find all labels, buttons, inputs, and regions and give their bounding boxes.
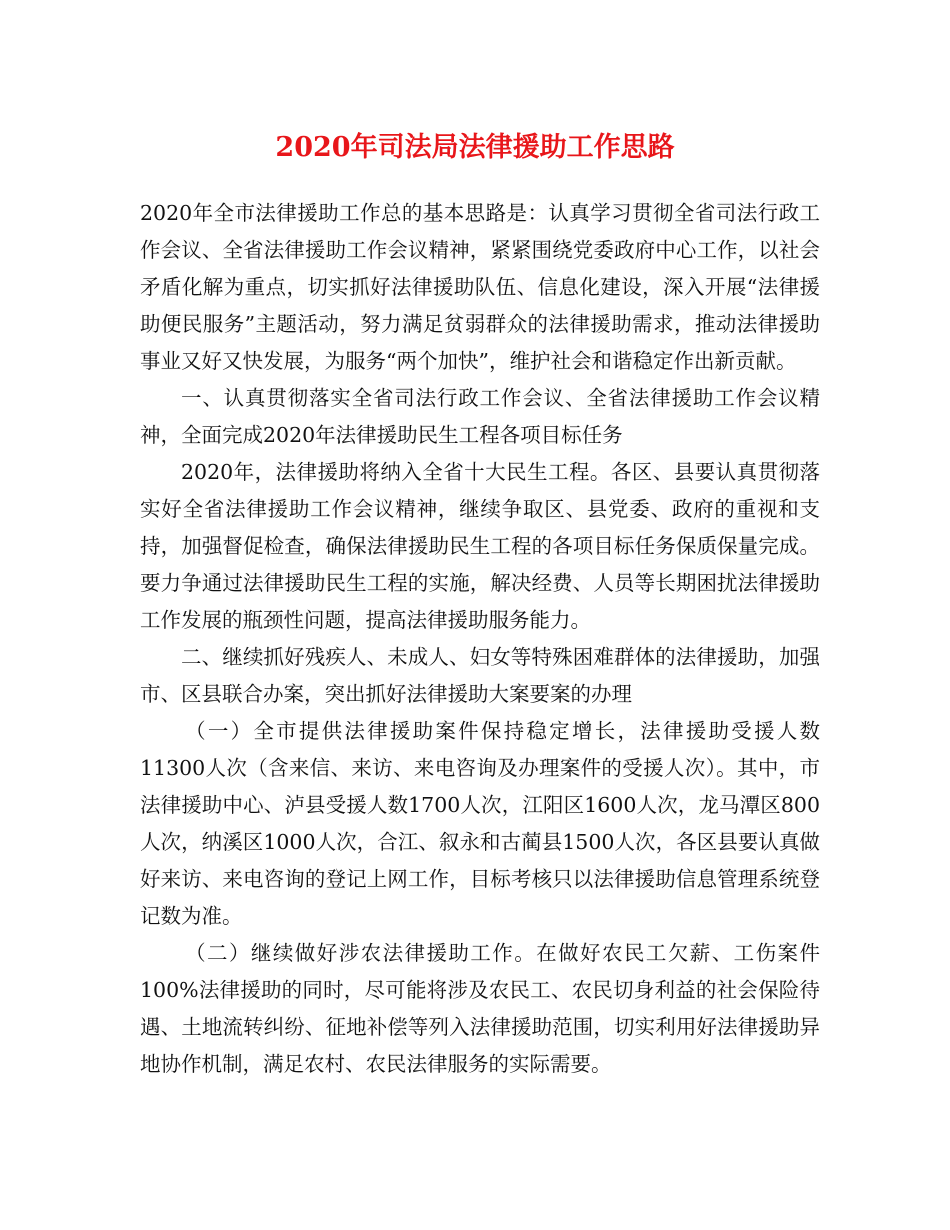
document-body: [140, 195, 820, 1083]
paragraph-item-2: （二）继续做好涉农法律援助工作。在做好农民工欠薪、工伤案件100%法律援助的同时，尽可能将涉及农民工、农民切身利益的社会保险待遇、土地流转纠纷、征地补偿等列入法律援助范围，切实利用好法律援助异地协作机制，满足农村、农民法律服务的实际需要。: [140, 941, 820, 1076]
paragraph-section-1-body: 2020年，法律援助将纳入全省十大民生工程。各区、县要认真贯彻落实好全省法律援助工作会议精神，继续争取区、县党委、政府的重视和支持，加强督促检查，确保法律援助民生工程的各项目标任务保质保量完成。要力争通过法律援助民生工程的实施，解决经费、人员等长期困扰法律援助工作发展的瓶颈性问题，提高法律援助服务能力。: [140, 460, 820, 632]
paragraph-section-1-heading: 一、认真贯彻落实全省司法行政工作会议、全省法律援助工作会议精神，全面完成2020年法律援助民生工程各项目标任务: [140, 386, 820, 447]
paragraph-intro: 2020年全市法律援助工作总的基本思路是：认真学习贯彻全省司法行政工作会议、全省法律援助工作会议精神，紧紧围绕党委政府中心工作，以社会矛盾化解为重点，切实抓好法律援助队伍、信息化建设，深入开展“法律援助便民服务”主题活动，努力满足贫弱群众的法律援助需求，推动法律援助事业又好又快发展，为服务“两个加快”，维护社会和谐稳定作出新贡献。: [140, 201, 820, 373]
document-title: 2020年司法局法律援助工作思路: [275, 132, 675, 163]
paragraph-item-1: （一）全市提供法律援助案件保持稳定增长，法律援助受援人数11300人次（含来信、来访、来电咨询及办理案件的受援人次）。其中，市法律援助中心、泸县受援人数1700人次，江阳区1600人次，龙马潭区800人次，纳溪区1000人次，合江、叙永和古蔺县1500人次，各区县要认真做好来访、来电咨询的登记上网工作，目标考核只以法律援助信息管理系统登记数为准。: [140, 719, 820, 928]
paragraph-section-2-heading: 二、继续抓好残疾人、未成人、妇女等特殊困难群体的法律援助，加强市、区县联合办案，突出抓好法律援助大案要案的办理: [140, 645, 820, 706]
